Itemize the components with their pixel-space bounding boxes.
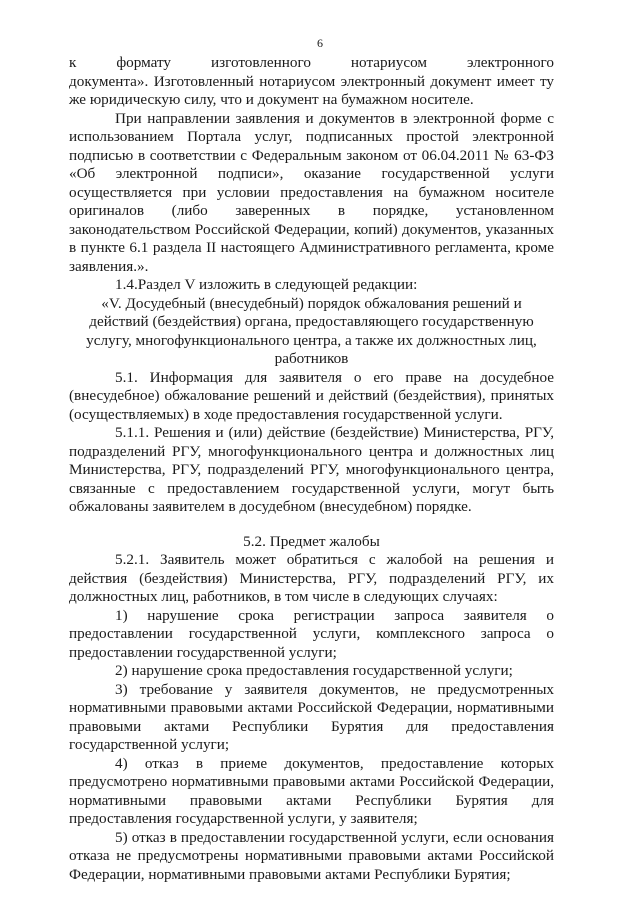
paragraph-electronic-submission: При направлении заявления и документов в электронной форме с использованием Портала услуг, подписанных простой электронной подписью в соответствии с Федеральным законом от 06.04.2011 № 63-ФЗ «Об электронной подписи», оказание государственной услуги осуществляется при условии предоставления на бумажном носителе оригиналов (либо заверенных в порядке, установленном законодательством Российской Федерации, копий) документов, указанных в пункте 6.1 раздела II настоящего Административного регламента, кроме заявления.». <box>69 109 554 275</box>
paragraph-amendment-1-4: 1.4.Раздел V изложить в следующей редакции: <box>115 276 418 293</box>
spacer <box>69 517 554 533</box>
page-number: 6 <box>317 36 323 50</box>
section-v-heading: «V. Досудебный (внесудебный) порядок обжалования решений и действий (бездействия) органа, предоставляющего государственную услугу, многофункционального центра, а также их должностных лиц, работников <box>86 294 537 367</box>
document-body <box>69 54 554 884</box>
paragraph-5-1-1: 5.1.1. Решения и (или) действие (бездействие) Министерства, РГУ, подразделений РГУ, многофункционального центра и должностных лиц Министерства, РГУ, подразделений РГУ, многофункционального центра, связанные с предоставлением государственной услуги, могут быть обжалованы заявителем в досудебном (внесудебном) порядке. <box>69 424 554 515</box>
paragraph-5-1: 5.1. Информация для заявителя о его праве на досудебное (внесудебное) обжалование решений и действий (бездействия), принятых (осуществляемых) в ходе предоставления государственной услуги. <box>69 368 554 423</box>
list-item-4: 4) отказ в приеме документов, предоставление которых предусмотрено нормативными правовыми актами Российской Федерации, нормативными правовыми актами Республики Бурятия для предоставления государственной услуги, у заявителя; <box>69 754 554 827</box>
paragraph-continuation-line: к формату изготовленного нотариусом электронного <box>69 54 554 71</box>
paragraph-continuation: документа». Изготовленный нотариусом электронный документ имеет ту же юридическую силу, что и документ на бумажном носителе. <box>69 72 554 108</box>
list-item-2: 2) нарушение срока предоставления государственной услуги; <box>115 662 513 679</box>
paragraph-5-2-1: 5.2.1. Заявитель может обратиться с жалобой на решения и действия (бездействия) Министерства, РГУ, подразделений РГУ, их должностных лиц, работников, в том числе в следующих случаях: <box>69 551 554 605</box>
list-item-5: 5) отказ в предоставлении государственной услуги, если основания отказа не предусмотрены нормативными правовыми актами Российской Федерации, нормативными правовыми актами Республики Бурятия; <box>69 828 554 883</box>
list-item-3: 3) требование у заявителя документов, не предусмотренных нормативными правовыми актами Российской Федерации, нормативными правовыми актами Республики Бурятия для предоставления государственной услуги; <box>69 680 554 753</box>
heading-5-2: 5.2. Предмет жалобы <box>243 532 380 550</box>
list-item-1: 1) нарушение срока регистрации запроса заявителя о предоставлении государственной услуги, комплексного запроса о предоставлении государственной услуги; <box>69 606 554 661</box>
